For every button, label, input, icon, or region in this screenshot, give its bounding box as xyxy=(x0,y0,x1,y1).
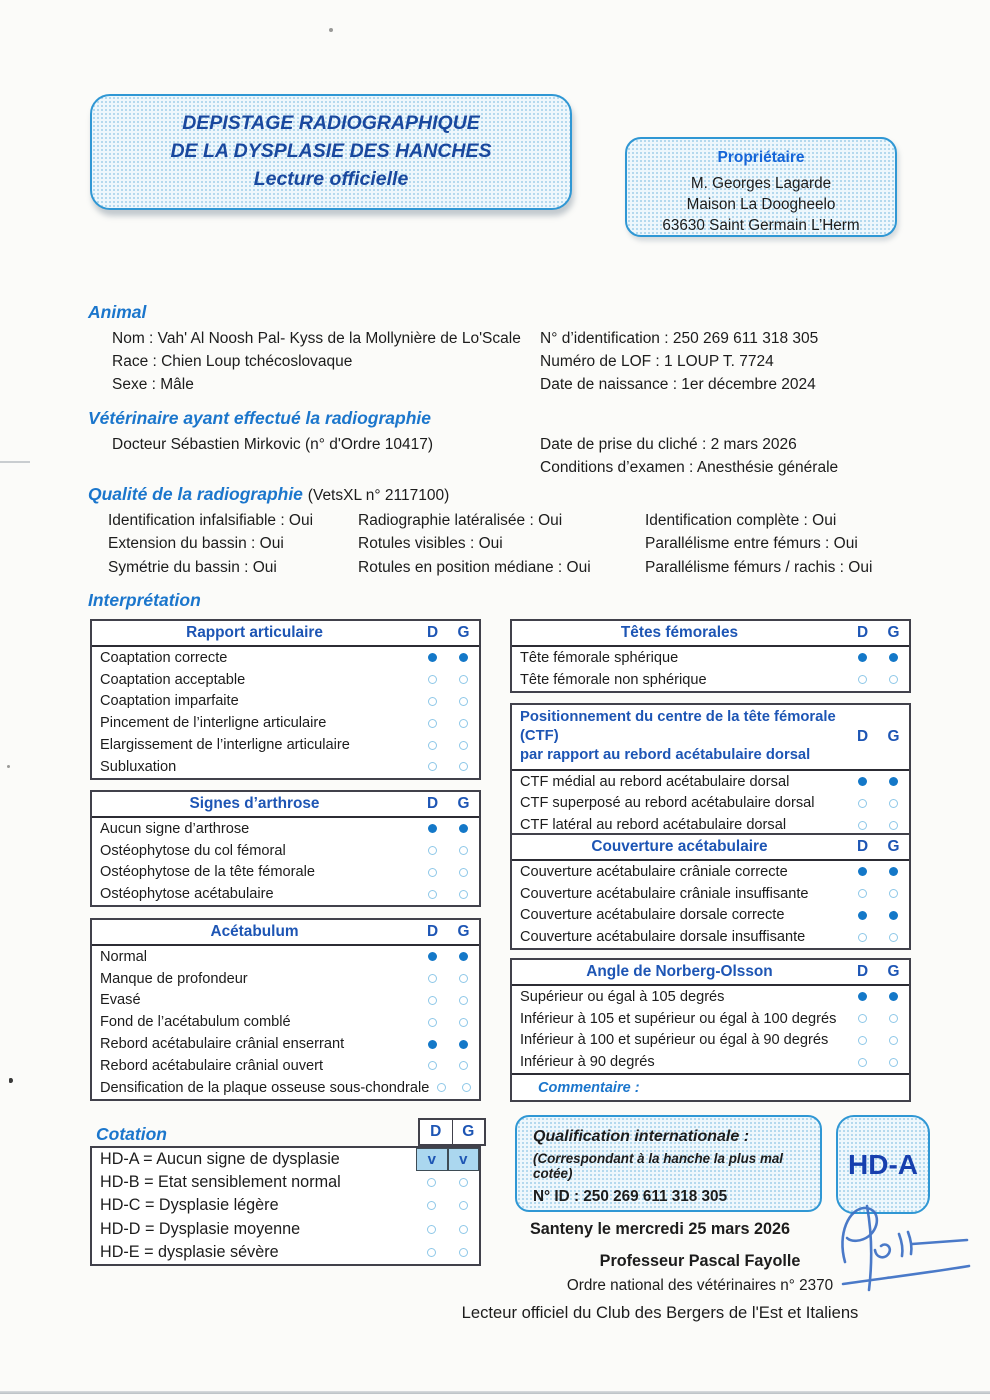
animal-breed: Race : Chien Loup tchécoslovaque xyxy=(112,353,353,370)
radio-unselected-icon xyxy=(858,1058,867,1067)
row-label: HD-E = dysplasie sévère xyxy=(100,1242,279,1261)
title-line-1: DEPISTAGE RADIOGRAPHIQUE xyxy=(182,112,480,135)
table-row xyxy=(92,946,479,968)
table-rapport-articulaire xyxy=(90,619,481,780)
fold-line xyxy=(0,461,30,463)
radio-unselected-icon xyxy=(459,846,468,855)
radio-selected-icon xyxy=(889,867,898,876)
radio-unselected-icon xyxy=(459,974,468,983)
cotation-dg-header xyxy=(418,1118,486,1146)
radio-unselected-icon xyxy=(459,868,468,877)
table-row xyxy=(92,1011,479,1033)
row-label: Ostéophytose du col fémoral xyxy=(100,842,286,859)
table-row xyxy=(512,1051,909,1073)
veterinarian-heading: Vétérinaire ayant effectué la radiographie xyxy=(88,408,432,428)
column-header-d: D xyxy=(856,838,869,855)
place-date-line: Santeny le mercredi 25 mars 2026 xyxy=(529,1220,791,1238)
row-label: Couverture acétabulaire crâniale correcte xyxy=(520,863,788,880)
check-mark-cell: v xyxy=(448,1148,480,1171)
row-label: Elargissement de l’interligne articulaire xyxy=(100,737,350,754)
qualification-subtitle: (Correspondant à la hanche la plus mal cotée) xyxy=(533,1151,784,1181)
radio-unselected-icon xyxy=(858,1036,867,1045)
cotation-row xyxy=(92,1171,479,1194)
radio-unselected-icon xyxy=(858,821,867,830)
table-row xyxy=(92,990,479,1012)
radio-unselected-icon xyxy=(459,1248,468,1257)
radio-unselected-icon xyxy=(889,1058,898,1067)
cotation-row xyxy=(92,1241,479,1264)
table-signes-arthrose xyxy=(90,790,481,907)
row-label: Inférieur à 90 degrés xyxy=(520,1054,655,1071)
row-label: Subluxation xyxy=(100,758,177,775)
table-row xyxy=(92,968,479,990)
row-label: Ostéophytose acétabulaire xyxy=(100,886,274,903)
row-label: Evasé xyxy=(100,992,141,1009)
row-label: Inférieur à 105 et supérieur ou égal à 100 degrés xyxy=(520,1010,837,1027)
radio-unselected-icon xyxy=(889,933,898,942)
radio-unselected-icon xyxy=(428,996,437,1005)
quality-item: Extension du bassin : Oui xyxy=(108,535,284,552)
column-header-g: G xyxy=(887,838,900,855)
table-row xyxy=(92,669,479,691)
column-header-g: G xyxy=(887,624,900,641)
radio-unselected-icon xyxy=(437,1083,446,1092)
column-header-g: G xyxy=(457,923,470,940)
radio-unselected-icon xyxy=(428,762,437,771)
radio-selected-icon xyxy=(858,911,867,920)
radio-unselected-icon xyxy=(428,675,437,684)
radio-unselected-icon xyxy=(459,1018,468,1027)
row-label: HD-B = Etat sensiblement normal xyxy=(100,1173,341,1192)
row-label: Coaptation correcte xyxy=(100,649,228,666)
table-row xyxy=(512,883,909,905)
scan-artifact xyxy=(329,28,333,32)
animal-sex: Sexe : Mâle xyxy=(112,376,194,393)
radio-unselected-icon xyxy=(858,675,867,684)
row-label: Couverture acétabulaire dorsale insuffisante xyxy=(520,929,806,946)
table-tetes-femorales xyxy=(510,619,911,693)
animal-name: Nom : Vah' Al Noosh Pal- Kyss de la Mollynière de Lo'Scale xyxy=(112,330,521,347)
empty-mark-cell xyxy=(448,1241,480,1264)
radio-unselected-icon xyxy=(889,1036,898,1045)
table-couverture-acetabulaire xyxy=(510,833,911,950)
table-positionnement-ctf xyxy=(510,703,911,838)
table-row xyxy=(92,1033,479,1055)
column-header-g: G xyxy=(457,795,470,812)
table-row xyxy=(92,734,479,756)
table-row xyxy=(92,1077,479,1099)
row-label: HD-C = Dysplasie légère xyxy=(100,1196,279,1215)
quality-item: Rotules visibles : Oui xyxy=(358,535,503,552)
radio-unselected-icon xyxy=(428,697,437,706)
radio-selected-icon xyxy=(428,952,437,961)
row-label: Manque de profondeur xyxy=(100,970,248,987)
row-label: CTF médial au rebord acétabulaire dorsal xyxy=(520,773,790,790)
radio-selected-icon xyxy=(428,1040,437,1049)
radio-selected-icon xyxy=(858,653,867,662)
row-label: Couverture acétabulaire crâniale insuffisante xyxy=(520,885,809,902)
empty-mark-cell xyxy=(448,1171,480,1194)
radio-unselected-icon xyxy=(428,868,437,877)
radio-unselected-icon xyxy=(459,675,468,684)
signer-name: Professeur Pascal Fayolle xyxy=(599,1252,801,1270)
quality-item: Parallélisme entre fémurs : Oui xyxy=(645,535,858,552)
animal-lof-number: Numéro de LOF : 1 LOUP T. 7724 xyxy=(540,353,774,370)
title-box xyxy=(90,94,572,210)
radio-selected-icon xyxy=(858,777,867,786)
radio-unselected-icon xyxy=(428,1018,437,1027)
row-label: Ostéophytose de la tête fémorale xyxy=(100,864,315,881)
table-row xyxy=(512,793,909,815)
radio-unselected-icon xyxy=(889,675,898,684)
radio-unselected-icon xyxy=(428,890,437,899)
radio-unselected-icon xyxy=(889,1014,898,1023)
table-row xyxy=(92,647,479,669)
quality-heading-suffix: (VetsXL n° 2117100) xyxy=(307,487,450,504)
column-header-d: D xyxy=(430,1123,442,1140)
quality-item: Identification infalsifiable : Oui xyxy=(108,512,314,529)
owner-address-1: Maison La Doogheelo xyxy=(686,196,836,214)
empty-mark-cell xyxy=(416,1241,448,1264)
table-row xyxy=(92,883,479,905)
radio-unselected-icon xyxy=(428,846,437,855)
quality-item: Radiographie latéralisée : Oui xyxy=(358,512,563,529)
cotation-row xyxy=(92,1218,479,1241)
table-row xyxy=(92,840,479,862)
column-header-d: D xyxy=(426,624,439,641)
cotation-heading: Cotation xyxy=(96,1124,167,1144)
table-row xyxy=(512,861,909,883)
table-row xyxy=(92,712,479,734)
qualification-box xyxy=(515,1115,822,1212)
column-header-g: G xyxy=(452,1120,485,1144)
radio-unselected-icon xyxy=(858,933,867,942)
radio-selected-icon xyxy=(889,777,898,786)
column-header-d: D xyxy=(856,624,869,641)
empty-mark-cell xyxy=(416,1218,448,1241)
radio-unselected-icon xyxy=(459,1061,468,1070)
qualification-id: N° ID : 250 269 611 318 305 xyxy=(533,1188,728,1205)
radio-selected-icon xyxy=(459,824,468,833)
row-label: Supérieur ou égal à 105 degrés xyxy=(520,988,725,1005)
radio-unselected-icon xyxy=(428,741,437,750)
radio-unselected-icon xyxy=(462,1083,471,1092)
veterinarian-name: Docteur Sébastien Mirkovic (n° d'Ordre 10417) xyxy=(112,436,434,453)
radio-unselected-icon xyxy=(858,799,867,808)
radio-unselected-icon xyxy=(889,821,898,830)
radio-unselected-icon xyxy=(459,719,468,728)
radio-unselected-icon xyxy=(459,890,468,899)
radio-unselected-icon xyxy=(459,741,468,750)
row-label: Inférieur à 100 et supérieur ou égal à 90 degrés xyxy=(520,1032,829,1049)
table-row xyxy=(92,818,479,840)
table-row xyxy=(512,905,909,927)
table-row xyxy=(512,926,909,948)
empty-mark-cell xyxy=(416,1194,448,1217)
table-title: Signes d’arthrose xyxy=(189,795,320,812)
table-row xyxy=(92,691,479,713)
radio-selected-icon xyxy=(858,992,867,1001)
table-row xyxy=(512,771,909,793)
quality-item: Identification complète : Oui xyxy=(645,512,837,529)
table-row xyxy=(92,862,479,884)
radio-unselected-icon xyxy=(459,996,468,1005)
table-title: Angle de Norberg-Olsson xyxy=(586,963,773,980)
owner-box-title: Propriétaire xyxy=(717,149,805,166)
radio-unselected-icon xyxy=(428,1061,437,1070)
interpretation-heading: Interprétation xyxy=(88,590,201,610)
radio-selected-icon xyxy=(889,992,898,1001)
cotation-table xyxy=(90,1146,481,1266)
table-row xyxy=(92,1055,479,1077)
radio-unselected-icon xyxy=(889,799,898,808)
table-title: Positionnement du centre de la tête fémorale (CTF) par rapport au rebord acétabulaire dorsal xyxy=(520,709,836,764)
radio-unselected-icon xyxy=(459,1178,468,1187)
row-label: Densification de la plaque osseuse sous-chondrale xyxy=(100,1079,430,1096)
signer-order-number: Ordre national des vétérinaires n° 2370 xyxy=(566,1277,834,1294)
quality-item: Symétrie du bassin : Oui xyxy=(108,559,277,576)
title-line-3: Lecture officielle xyxy=(253,167,409,190)
signature xyxy=(815,1200,985,1305)
owner-name: M. Georges Lagarde xyxy=(690,175,832,192)
table-row xyxy=(512,647,909,669)
row-label: HD-D = Dysplasie moyenne xyxy=(100,1219,301,1238)
animal-heading: Animal xyxy=(88,302,147,322)
table-acetabulum xyxy=(90,918,481,1101)
table-row xyxy=(512,1008,909,1030)
table-row xyxy=(512,986,909,1008)
scan-artifact xyxy=(9,1078,13,1083)
row-label: Couverture acétabulaire dorsale correcte xyxy=(520,907,785,924)
radio-unselected-icon xyxy=(459,1225,468,1234)
owner-box xyxy=(625,137,897,237)
column-header-g: G xyxy=(887,963,900,980)
radio-selected-icon xyxy=(459,952,468,961)
quality-heading-text: Qualité de la radiographie xyxy=(88,484,303,504)
radio-unselected-icon xyxy=(889,889,898,898)
row-label: Coaptation imparfaite xyxy=(100,693,239,710)
animal-id-number: N° d’identification : 250 269 611 318 305 xyxy=(540,330,819,347)
owner-address-2: 63630 Saint Germain L’Herm xyxy=(662,217,860,235)
radio-selected-icon xyxy=(428,824,437,833)
radio-unselected-icon xyxy=(427,1225,436,1234)
scan-artifact xyxy=(7,765,10,768)
radio-unselected-icon xyxy=(428,974,437,983)
row-label: Tête fémorale sphérique xyxy=(520,649,679,666)
exam-conditions: Conditions d’examen : Anesthésie générale xyxy=(540,459,839,476)
row-label: Rebord acétabulaire crânial enserrant xyxy=(100,1036,345,1053)
radio-selected-icon xyxy=(889,653,898,662)
column-header-d: D xyxy=(856,727,869,745)
row-label: CTF superposé au rebord acétabulaire dorsal xyxy=(520,795,815,812)
radio-selected-icon xyxy=(459,653,468,662)
quality-heading xyxy=(88,484,449,505)
table-title: Têtes fémorales xyxy=(620,624,739,641)
table-angle-norberg-olsson xyxy=(510,958,911,1102)
row-label: Rebord acétabulaire crânial ouvert xyxy=(100,1057,324,1074)
radio-selected-icon xyxy=(459,1040,468,1049)
table-row xyxy=(512,1030,909,1052)
radio-unselected-icon xyxy=(858,1014,867,1023)
qualification-title: Qualification internationale : xyxy=(533,1128,750,1145)
row-label: HD-A = Aucun signe de dysplasie xyxy=(100,1150,340,1169)
column-header-d: D xyxy=(426,795,439,812)
table-title: Couverture acétabulaire xyxy=(591,838,768,855)
row-label: Tête fémorale non sphérique xyxy=(520,671,707,688)
radio-unselected-icon xyxy=(427,1178,436,1187)
title-line-2: DE LA DYSPLASIE DES HANCHES xyxy=(170,140,492,163)
radio-unselected-icon xyxy=(427,1201,436,1210)
row-label: Coaptation acceptable xyxy=(100,671,246,688)
row-label: Fond de l’acétabulum comblé xyxy=(100,1014,291,1031)
result-badge: HD-A xyxy=(836,1115,930,1214)
check-mark-cell: v xyxy=(416,1148,448,1171)
row-label: CTF latéral au rebord acétabulaire dorsal xyxy=(520,817,787,834)
radio-unselected-icon xyxy=(459,1201,468,1210)
comment-label: Commentaire : xyxy=(512,1073,909,1100)
quality-item: Rotules en position médiane : Oui xyxy=(358,559,591,576)
empty-mark-cell xyxy=(448,1194,480,1217)
radio-selected-icon xyxy=(889,911,898,920)
cotation-row xyxy=(92,1194,479,1217)
animal-birthdate: Date de naissance : 1er décembre 2024 xyxy=(540,376,816,393)
radio-unselected-icon xyxy=(459,697,468,706)
column-header-d: D xyxy=(426,923,439,940)
empty-mark-cell xyxy=(416,1171,448,1194)
row-label: Aucun signe d’arthrose xyxy=(100,820,250,837)
column-header-g: G xyxy=(887,727,900,745)
table-title: Rapport articulaire xyxy=(186,624,323,641)
radio-selected-icon xyxy=(858,867,867,876)
table-title: Acétabulum xyxy=(210,923,299,940)
quality-item: Parallélisme fémurs / rachis : Oui xyxy=(645,559,873,576)
column-header-g: G xyxy=(457,624,470,641)
table-row xyxy=(512,669,909,691)
xray-date: Date de prise du cliché : 2 mars 2026 xyxy=(540,436,797,453)
row-label: Pincement de l’interligne articulaire xyxy=(100,715,327,732)
column-header-d: D xyxy=(856,963,869,980)
page-edge-shadow xyxy=(0,1391,990,1394)
official-reader-line: Lecteur officiel du Club des Bergers de l'Est et Italiens xyxy=(461,1303,859,1322)
radio-selected-icon xyxy=(428,653,437,662)
row-label: Normal xyxy=(100,948,148,965)
radio-unselected-icon xyxy=(459,762,468,771)
radio-unselected-icon xyxy=(858,889,867,898)
table-row xyxy=(92,756,479,778)
cotation-row xyxy=(92,1148,479,1171)
radio-unselected-icon xyxy=(428,719,437,728)
radio-unselected-icon xyxy=(427,1248,436,1257)
